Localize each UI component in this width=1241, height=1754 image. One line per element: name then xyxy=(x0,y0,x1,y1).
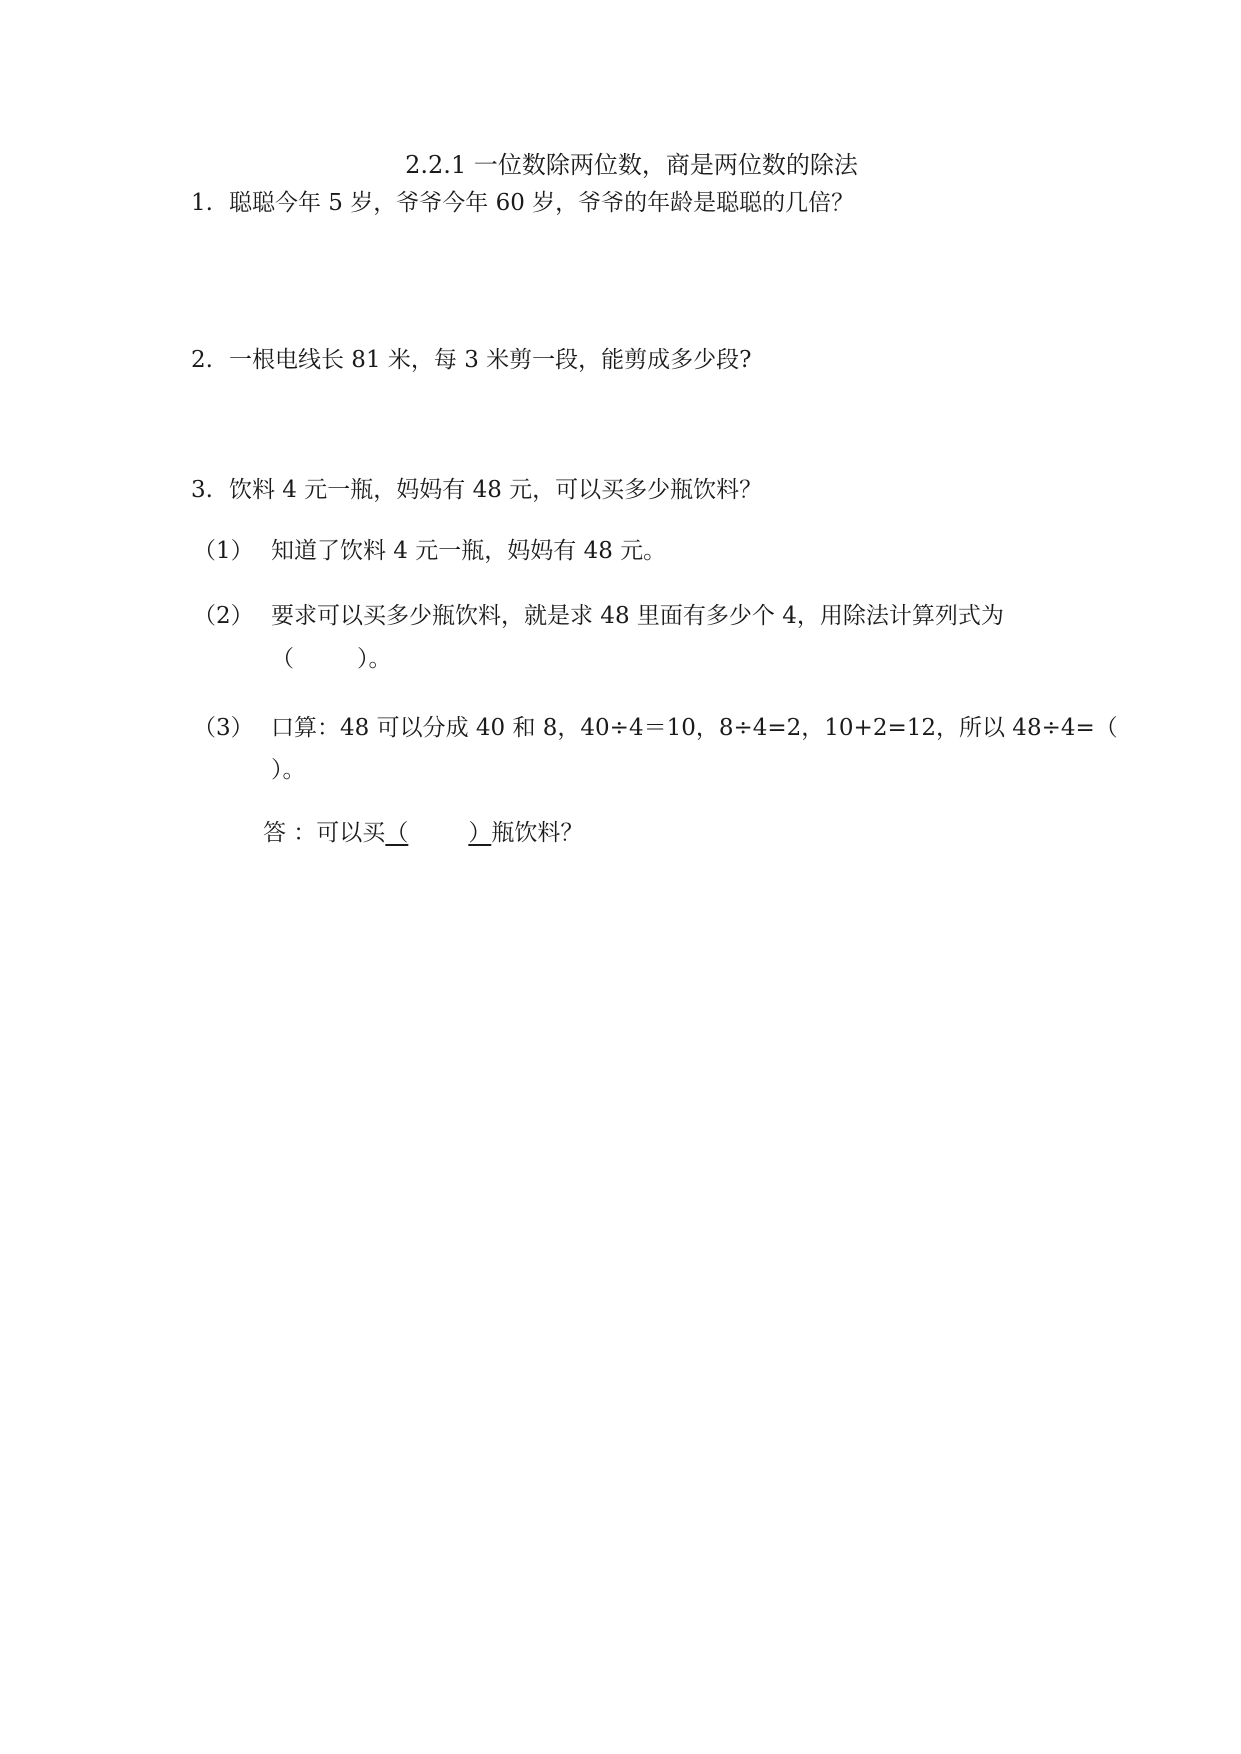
sub-step-1 xyxy=(193,536,666,566)
sub-step-3 xyxy=(193,713,1118,743)
sub-step-3-continuation: ）。 xyxy=(271,757,306,783)
question-text: 一根电线长 81 米，每 3 米剪一段，能剪成多少段? xyxy=(229,347,752,373)
answer-blank-close: ） xyxy=(468,820,492,846)
sub-step-text: 要求可以买多少瓶饮料，就是求 48 里面有多少个 4，用除法计算列式为 xyxy=(271,603,1004,629)
page-title: 2.2.1 一位数除两位数，商是两位数的除法 xyxy=(405,151,858,179)
question-text: 饮料 4 元一瓶，妈妈有 48 元，可以买多少瓶饮料？ xyxy=(229,477,763,503)
sub-step-text: 知道了饮料 4 元一瓶，妈妈有 48 元。 xyxy=(271,538,667,564)
blank-open-paren: （ xyxy=(271,646,294,672)
question-number: 1. xyxy=(191,190,213,216)
sub-step-2 xyxy=(193,601,1004,631)
question-number: 2. xyxy=(191,347,213,373)
sub-step-text: 口算：48 可以分成 40 和 8，40÷4＝10，8÷4=2，10+2=12，所以 48÷4=（ xyxy=(271,715,1118,741)
question-2 xyxy=(191,345,751,375)
answer-prefix: 答 ：可以买 xyxy=(263,820,386,846)
sub-step-2-blank[interactable] xyxy=(271,644,392,674)
blank-close-paren: ）。 xyxy=(357,646,392,672)
answer-blank-open: （ xyxy=(385,820,409,846)
sub-step-number: （3） xyxy=(193,715,254,741)
question-number: 3. xyxy=(191,477,213,503)
question-1 xyxy=(191,188,854,218)
sub-step-number: （1） xyxy=(193,538,254,564)
answer-blank[interactable] xyxy=(385,820,491,846)
answer-suffix: 瓶饮料？ xyxy=(491,820,584,846)
answer-line xyxy=(263,818,583,848)
sub-step-number: （2） xyxy=(193,603,254,629)
question-3 xyxy=(191,475,762,505)
question-text: 聪聪今年 5 岁，爷爷今年 60 岁，爷爷的年龄是聪聪的几倍？ xyxy=(229,190,855,216)
